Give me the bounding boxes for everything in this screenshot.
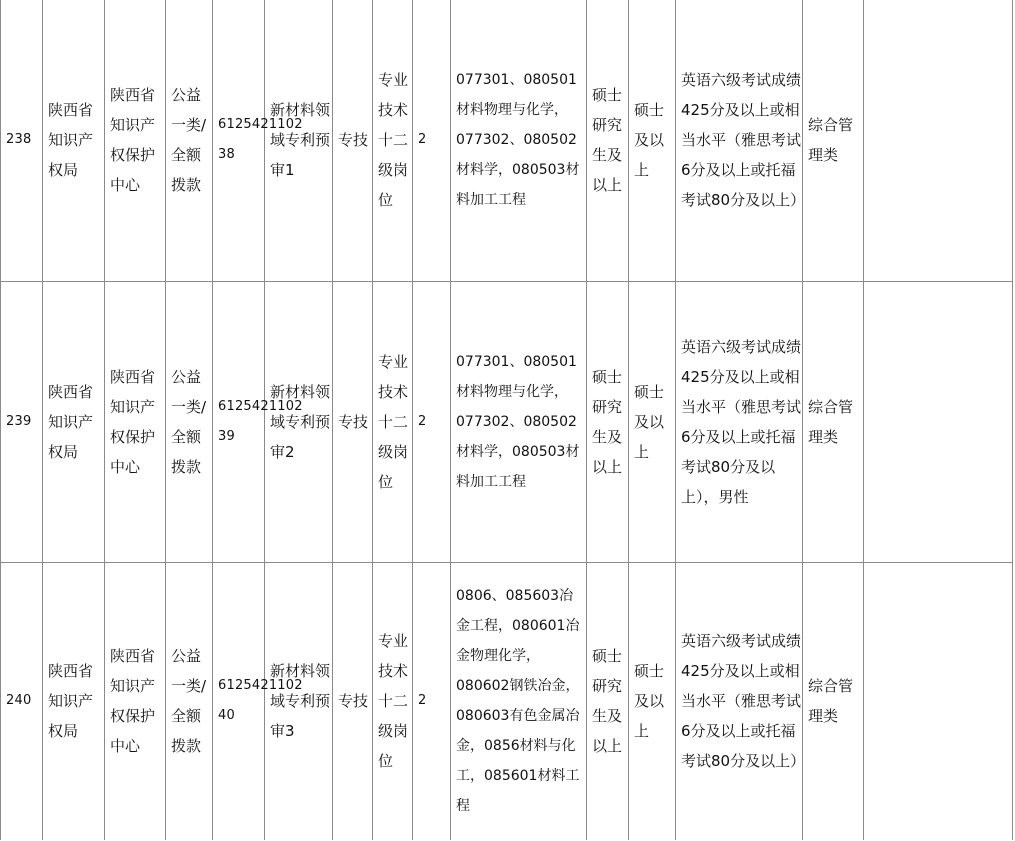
degree-cell: 硕士及以上	[629, 281, 676, 562]
position-type-cell: 专技	[333, 0, 373, 281]
major-cell: 077301、080501材料物理与化学，077302、080502材料学，080503材料加工工程	[451, 281, 587, 562]
headcount-cell: 2	[413, 562, 451, 840]
major-cell: 077301、080501材料物理与化学，077302、080502材料学，080503材料加工工程	[451, 0, 587, 281]
position-code-cell: 6125421102 39	[213, 281, 265, 562]
headcount-cell: 2	[413, 281, 451, 562]
other-requirements-cell: 英语六级考试成绩425分及以上或相当水平（雅思考试6分及以上或托福考试80分及以上）	[676, 0, 803, 281]
unit-cell: 陕西省知识产权保护中心	[105, 562, 166, 840]
headcount-cell: 2	[413, 0, 451, 281]
nature-cell: 公益一类/全额拨款	[166, 562, 213, 840]
position-code-cell: 6125421102 40	[213, 562, 265, 840]
nature-cell: 公益一类/全额拨款	[166, 281, 213, 562]
row-index: 240	[1, 562, 43, 840]
education-cell: 硕士研究生及以上	[587, 562, 629, 840]
department-cell: 陕西省知识产权局	[43, 281, 105, 562]
row-index: 239	[1, 281, 43, 562]
note-cell	[864, 0, 1013, 281]
major-cell: 0806、085603冶金工程，080601冶金物理化学，080602钢铁冶金，080603有色金属冶金，0856材料与化工，085601材料工程	[451, 562, 587, 840]
position-name-cell: 新材料领域专利预审3	[265, 562, 333, 840]
education-cell: 硕士研究生及以上	[587, 0, 629, 281]
unit-cell: 陕西省知识产权保护中心	[105, 0, 166, 281]
note-cell	[864, 562, 1013, 840]
table-row	[1, 562, 1013, 840]
note-cell	[864, 281, 1013, 562]
department-cell: 陕西省知识产权局	[43, 0, 105, 281]
degree-cell: 硕士及以上	[629, 562, 676, 840]
education-cell: 硕士研究生及以上	[587, 281, 629, 562]
position-type-cell: 专技	[333, 281, 373, 562]
position-name-cell: 新材料领域专利预审1	[265, 0, 333, 281]
other-requirements-cell: 英语六级考试成绩425分及以上或相当水平（雅思考试6分及以上或托福考试80分及以上）	[676, 562, 803, 840]
table-row	[1, 0, 1013, 281]
position-code-cell: 6125421102 38	[213, 0, 265, 281]
position-name-cell: 新材料领域专利预审2	[265, 281, 333, 562]
row-index: 238	[1, 0, 43, 281]
table-row	[1, 281, 1013, 562]
nature-cell: 公益一类/全额拨款	[166, 0, 213, 281]
position-type-cell: 专技	[333, 562, 373, 840]
position-level-cell: 专业技术十二级岗位	[373, 562, 413, 840]
other-requirements-cell: 英语六级考试成绩425分及以上或相当水平（雅思考试6分及以上或托福考试80分及以上），男性	[676, 281, 803, 562]
unit-cell: 陕西省知识产权保护中心	[105, 281, 166, 562]
position-level-cell: 专业技术十二级岗位	[373, 0, 413, 281]
degree-cell: 硕士及以上	[629, 0, 676, 281]
exam-category-cell: 综合管理类	[803, 281, 864, 562]
department-cell: 陕西省知识产权局	[43, 562, 105, 840]
exam-category-cell: 综合管理类	[803, 562, 864, 840]
exam-category-cell: 综合管理类	[803, 0, 864, 281]
position-level-cell: 专业技术十二级岗位	[373, 281, 413, 562]
